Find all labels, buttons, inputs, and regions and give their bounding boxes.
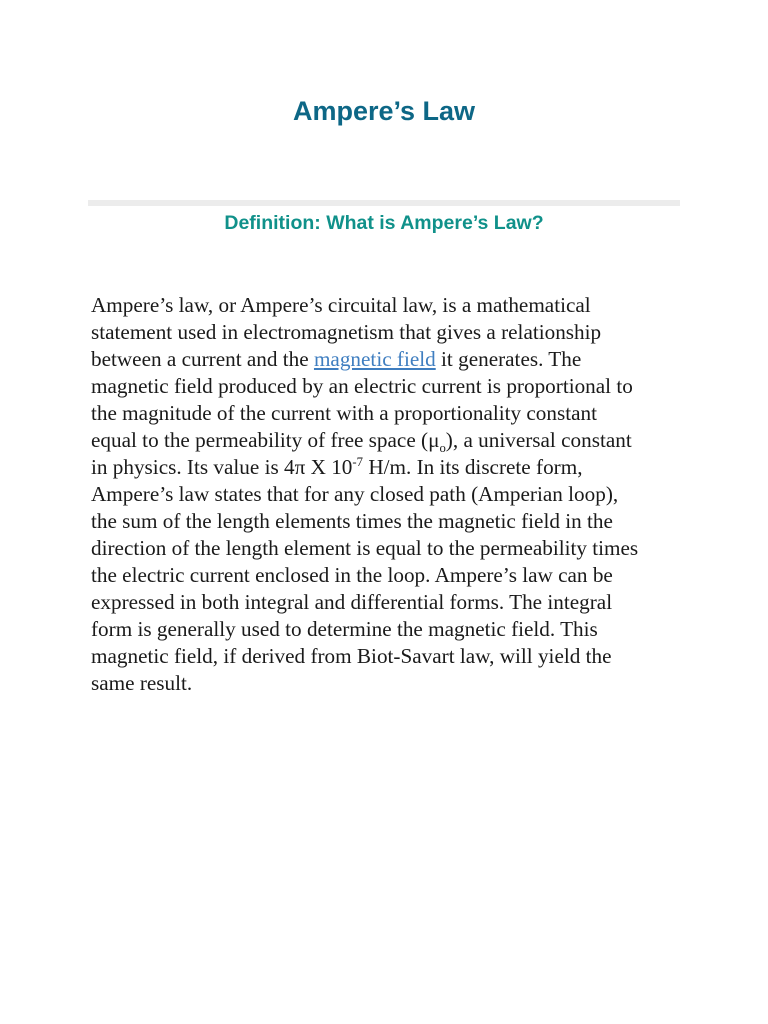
paragraph-line: expressed in both integral and differential forms. The integral xyxy=(91,590,613,614)
paragraph-line: form is generally used to determine the magnetic field. This xyxy=(91,617,598,641)
paragraph-line: Ampere’s law states that for any closed path (Amperian loop), xyxy=(91,482,619,506)
text-segment: H/m. In its discrete form, xyxy=(363,455,583,479)
paragraph-line: direction of the length element is equal to the permeability times xyxy=(91,536,639,560)
paragraph-line xyxy=(91,454,691,481)
text-segment: it generates. The xyxy=(435,347,582,371)
section-heading: Definition: What is Ampere’s Law? xyxy=(224,212,544,234)
superscript-exponent: -7 xyxy=(352,454,364,469)
paragraph-line: magnetic field, if derived from Biot-Savart law, will yield the xyxy=(91,644,612,668)
paragraph-line: Ampere’s law, or Ampere’s circuital law, is a mathematical xyxy=(91,293,591,317)
section-divider xyxy=(88,200,680,206)
text-segment: in physics. Its value is 4π X 10 xyxy=(91,455,353,479)
paragraph-line: the magnitude of the current with a proportionality constant xyxy=(91,401,598,425)
page-title: Ampere’s Law xyxy=(292,96,476,126)
paragraph-line: magnetic field produced by an electric current is proportional to xyxy=(91,374,633,398)
text-segment: ), a universal constant xyxy=(445,428,632,452)
paragraph-line: the sum of the length elements times the magnetic field in the xyxy=(91,509,613,533)
paragraph-line xyxy=(91,346,691,373)
paragraph-line xyxy=(91,427,691,454)
paragraph-line: the electric current enclosed in the loop. Ampere’s law can be xyxy=(91,563,613,587)
definition-paragraph xyxy=(91,292,691,697)
subscript-o: o xyxy=(439,441,446,456)
magnetic-field-link[interactable]: magnetic field xyxy=(313,347,436,371)
text-segment: between a current and the xyxy=(91,347,314,371)
text-segment: equal to the permeability of free space (μ xyxy=(91,428,440,452)
paragraph-line: same result. xyxy=(91,671,193,695)
paragraph-line: statement used in electromagnetism that gives a relationship xyxy=(91,320,602,344)
